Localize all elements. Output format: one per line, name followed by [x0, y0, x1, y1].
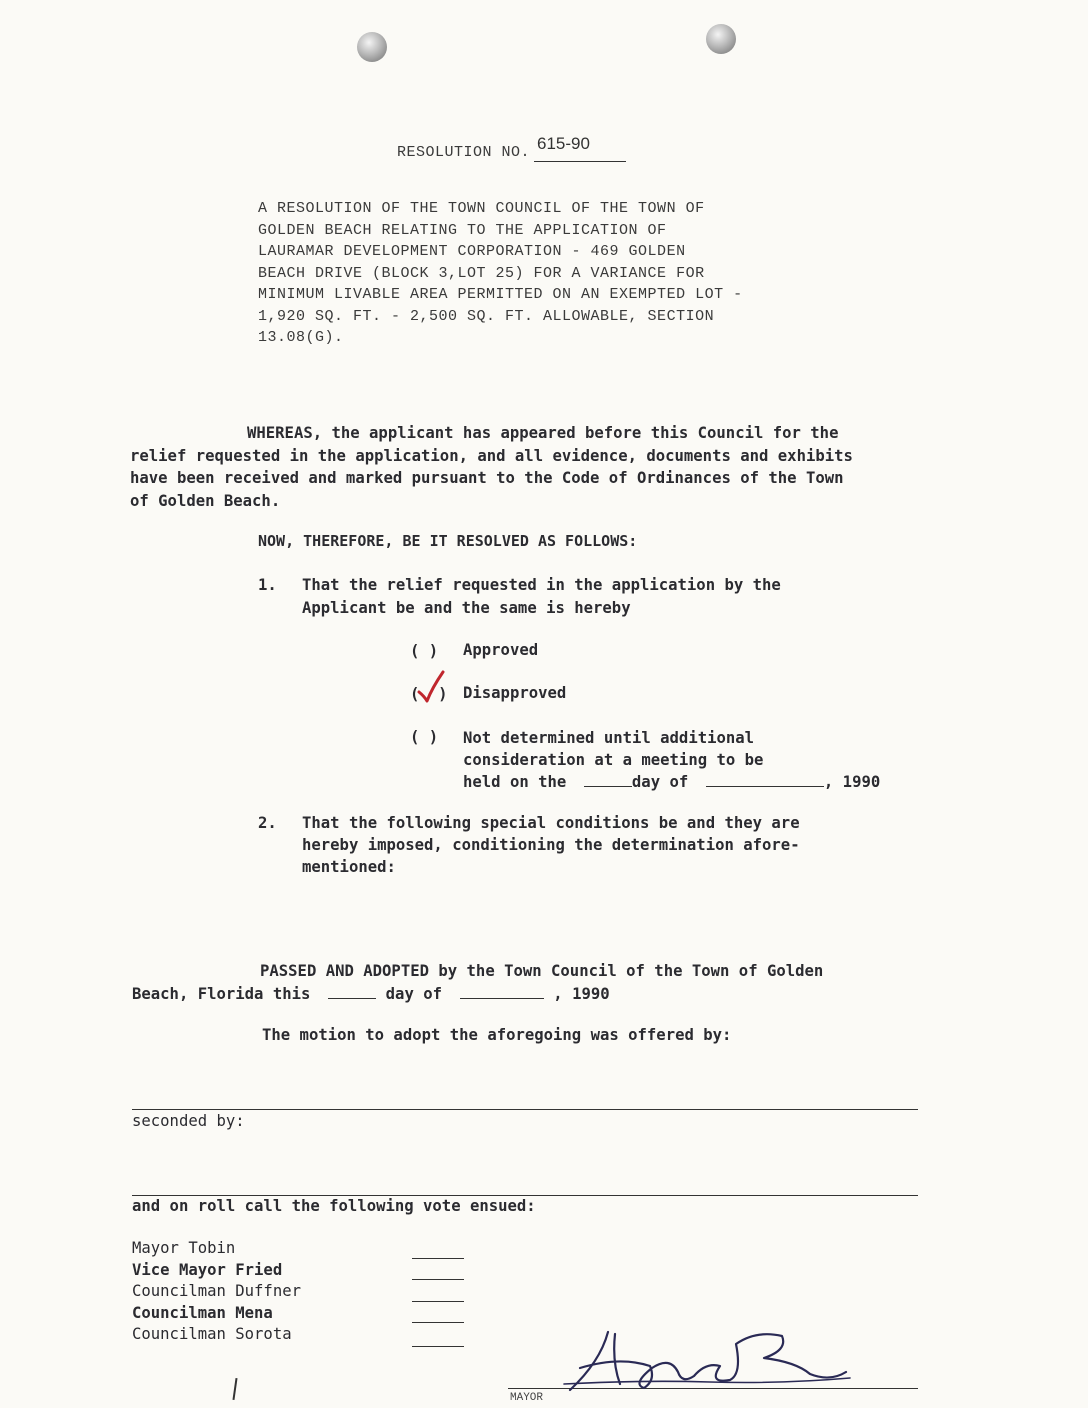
meeting-month-blank [706, 772, 824, 787]
whereas-paragraph [130, 422, 853, 512]
title-line: MINIMUM LIVABLE AREA PERMITTED ON AN EXEMPTED LOT - [258, 286, 743, 303]
passed-year-label: , 1990 [553, 984, 610, 1003]
check-mark-icon [416, 670, 446, 704]
seconded-label: seconded by: [132, 1112, 245, 1130]
punch-hole-left [357, 32, 387, 62]
item1-line: Applicant be and the same is hereby [302, 598, 631, 617]
whereas-line: have been received and marked pursuant to the Code of Ordinances of the Town [130, 469, 844, 487]
voter-name: Vice Mayor Fried [132, 1260, 283, 1279]
roll-call-text: and on roll call the following vote ensued: [132, 1197, 536, 1215]
approved-checkbox: ( ) [410, 642, 439, 660]
item1-number: 1. [258, 576, 277, 594]
option-disapproved [410, 684, 567, 703]
signature-label: MAYOR [510, 1392, 544, 1402]
whereas-line: of Golden Beach. [130, 491, 281, 510]
motion-text: The motion to adopt the aforegoing was offered by: [262, 1026, 732, 1044]
resolution-label: RESOLUTION NO. [397, 144, 531, 161]
passed-line-1: PASSED AND ADOPTED by the Town Council of the Town of Golden [260, 962, 824, 980]
title-line: A RESOLUTION OF THE TOWN COUNCIL OF THE TOWN OF [258, 200, 705, 217]
title-line: LAURAMAR DEVELOPMENT CORPORATION - 469 GOLDEN [258, 243, 686, 260]
item2-line: That the following special conditions be and they are [302, 814, 800, 832]
voter-name: Councilman Sorota [132, 1325, 292, 1343]
item1-text [302, 574, 781, 619]
vote-line [412, 1279, 464, 1280]
meeting-day-blank [584, 772, 632, 787]
item2-text [302, 812, 800, 878]
passed-florida-label: Beach, Florida this [132, 984, 311, 1003]
approved-label: Approved [463, 641, 539, 659]
not-determined-line: Not determined until additional [463, 729, 755, 747]
vote-line [412, 1322, 464, 1323]
vote-line [412, 1258, 464, 1259]
seconded-line [132, 1195, 918, 1196]
vote-line [412, 1301, 464, 1302]
meeting-year-label: , 1990 [823, 773, 881, 791]
mayor-signature [560, 1322, 860, 1402]
title-line: BEACH DRIVE (BLOCK 3,LOT 25) FOR A VARIANCE FOR [258, 264, 705, 282]
resolution-header [397, 136, 637, 166]
resolution-number-underline [534, 161, 626, 162]
margin-mark [232, 1378, 237, 1400]
disapproved-label: Disapproved [463, 684, 567, 702]
punch-hole-right [706, 24, 736, 54]
not-determined-checkbox: ( ) [410, 728, 439, 746]
offered-by-line [132, 1109, 918, 1110]
passed-month-blank [460, 984, 544, 999]
item1-line: That the relief requested in the application by the [302, 576, 781, 594]
option-not-determined [410, 727, 930, 797]
item2-line: mentioned: [302, 858, 396, 876]
vote-line [412, 1346, 464, 1347]
disapproved-checkbox: ( ) [410, 685, 448, 703]
title-line: 13.08(G). [258, 329, 344, 346]
passed-adopted-paragraph [132, 960, 823, 1005]
voter-name: Councilman Duffner [132, 1282, 301, 1300]
day-of-label: day of [631, 773, 689, 791]
title-block [258, 198, 743, 349]
resolution-number: 615-90 [537, 134, 590, 153]
whereas-line: WHEREAS, the applicant has appeared before this Council for the [247, 424, 839, 442]
option-approved [410, 641, 539, 660]
voter-list [132, 1238, 301, 1346]
item2-number: 2. [258, 814, 277, 832]
title-line: GOLDEN BEACH RELATING TO THE APPLICATION OF [258, 221, 667, 239]
item2-line: hereby imposed, conditioning the determination afore- [302, 836, 800, 854]
title-line: 1,920 SQ. FT. - 2,500 SQ. FT. ALLOWABLE, SECTION [258, 307, 715, 325]
voter-name: Mayor Tobin [132, 1239, 236, 1257]
whereas-line: relief requested in the application, and all evidence, documents and exhibits [130, 446, 853, 465]
resolved-heading: NOW, THEREFORE, BE IT RESOLVED AS FOLLOWS: [258, 532, 638, 550]
passed-day-of-label: day of [385, 984, 443, 1003]
not-determined-line: consideration at a meeting to be [463, 751, 764, 769]
voter-name: Councilman Mena [132, 1303, 273, 1322]
held-on-label: held on the [463, 773, 567, 791]
passed-day-blank [328, 984, 376, 999]
